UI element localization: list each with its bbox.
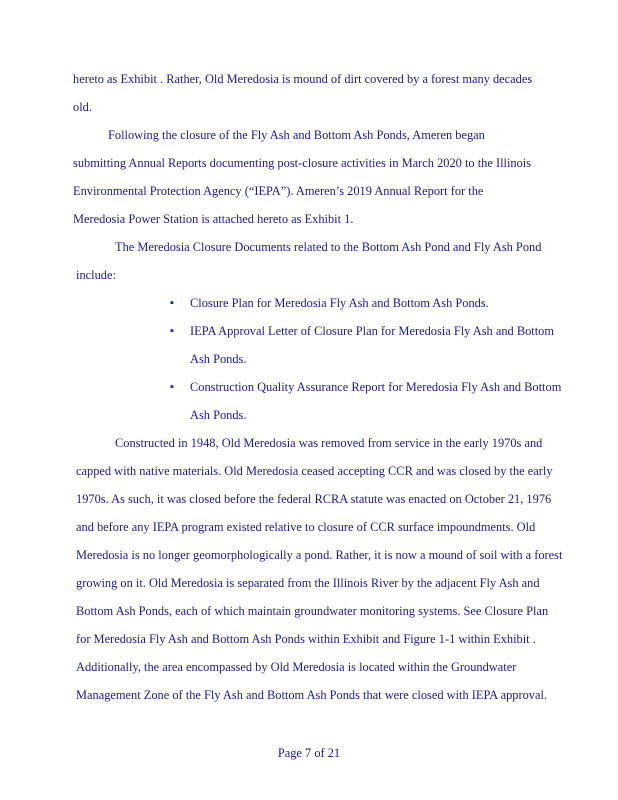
paragraph-line: Bottom Ash Ponds, each of which maintain groundwater monitoring systems. See Closure Plan [76, 604, 549, 618]
list-item: Construction Quality Assurance Report for Meredosia Fly Ash and Bottom [190, 380, 562, 394]
paragraph-line: Meredosia Power Station is attached hereto as Exhibit 1. [73, 212, 354, 226]
list-item: IEPA Approval Letter of Closure Plan for Meredosia Fly Ash and Bottom [190, 324, 554, 338]
paragraph-line: Additionally, the area encompassed by Old Meredosia is located within the Groundwater [76, 660, 517, 674]
paragraph-line: for Meredosia Fly Ash and Bottom Ash Ponds within Exhibit and Figure 1-1 within Exhibit . [76, 632, 536, 646]
paragraph-line: The Meredosia Closure Documents related to the Bottom Ash Pond and Fly Ash Pond [115, 240, 542, 254]
paragraph-line: capped with native materials. Old Meredosia ceased accepting CCR and was closed by the early [76, 464, 553, 478]
paragraph-line: and before any IEPA program existed relative to closure of CCR surface impoundments. Old [76, 520, 536, 534]
paragraph-line: Environmental Protection Agency (“IEPA”). Ameren’s 2019 Annual Report for the [73, 184, 484, 198]
paragraph-line: submitting Annual Reports documenting post-closure activities in March 2020 to the Illinois [73, 156, 532, 170]
paragraph-line: include: [76, 268, 116, 282]
paragraph-line: Following the closure of the Fly Ash and Bottom Ash Ponds, Ameren began [108, 128, 485, 142]
paragraph-line: hereto as Exhibit . Rather, Old Meredosia is mound of dirt covered by a forest many decades [73, 72, 533, 86]
list-item-continuation: Ash Ponds. [190, 408, 247, 422]
bullet-icon: ▪ [170, 381, 174, 393]
list-item: Closure Plan for Meredosia Fly Ash and Bottom Ash Ponds. [190, 296, 489, 310]
paragraph-line: growing on it. Old Meredosia is separated from the Illinois River by the adjacent Fly Ash and [76, 576, 540, 590]
bullet-icon: ▪ [170, 325, 174, 337]
paragraph-line: Constructed in 1948, Old Meredosia was removed from service in the early 1970s and [115, 436, 543, 450]
paragraph-line: 1970s. As such, it was closed before the federal RCRA statute was enacted on October 21, 1976 [76, 492, 552, 506]
paragraph-line: Meredosia is no longer geomorphologically a pond. Rather, it is now a mound of soil with a forest [76, 548, 563, 562]
paragraph-line: Management Zone of the Fly Ash and Bottom Ash Ponds that were closed with IEPA approval. [76, 688, 548, 702]
list-item-continuation: Ash Ponds. [190, 352, 247, 366]
page-number: Page 7 of 21 [277, 746, 341, 760]
bullet-icon: ▪ [170, 297, 174, 309]
paragraph-line: old. [73, 100, 92, 114]
